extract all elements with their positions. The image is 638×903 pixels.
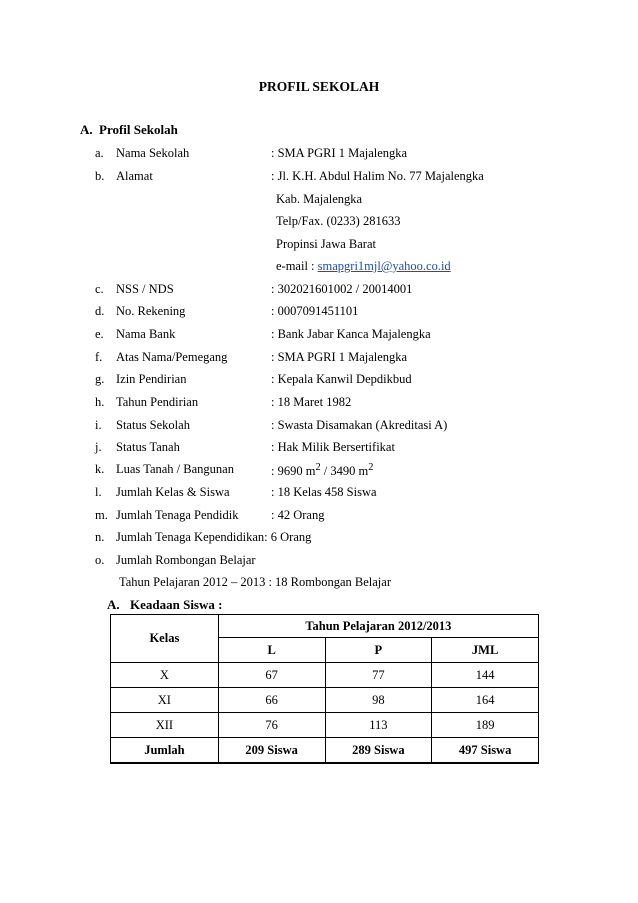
section-heading: [80, 122, 178, 138]
cell-jml: 497 Siswa: [432, 738, 539, 764]
cell-kelas: XII: [111, 713, 219, 738]
item-value: [271, 462, 373, 479]
item-label: No. Rekening: [116, 304, 186, 318]
email-prefix: e-mail :: [276, 259, 318, 273]
cell-l: 66: [218, 688, 325, 713]
cell-kelas: X: [111, 663, 219, 688]
item-label: Luas Tanah / Bangunan: [116, 462, 234, 476]
item-letter: h.: [95, 395, 105, 409]
email-line: [276, 259, 451, 274]
item-value: : 18 Maret 1982: [271, 395, 352, 409]
cell-jml: 164: [432, 688, 539, 713]
item-value: : 302021601002 / 20014001: [271, 282, 413, 296]
item-label: Alamat: [116, 169, 153, 183]
item-value: : SMA PGRI 1 Majalengka: [271, 350, 408, 364]
subsection-title: Keadaan Siswa :: [130, 597, 223, 612]
year-header: Tahun Pelajaran 2012/2013: [218, 615, 538, 638]
item-letter: k.: [95, 462, 105, 476]
item-letter: b.: [95, 169, 105, 183]
item-letter: j.: [95, 440, 102, 454]
cell-jml: 144: [432, 663, 539, 688]
item-letter: o.: [95, 553, 105, 567]
item-letter: e.: [95, 327, 104, 341]
item-value: : Jl. K.H. Abdul Halim No. 77 Majalengka: [271, 169, 484, 183]
item-letter: g.: [95, 372, 105, 386]
area-unit-sup: 2: [368, 462, 374, 473]
subsection-letter: A.: [107, 597, 120, 612]
col-header-p: P: [325, 638, 432, 663]
item-label: Jumlah Rombongan Belajar: [116, 553, 256, 567]
section-letter: A.: [80, 122, 93, 137]
cell-l: 209 Siswa: [218, 738, 325, 764]
table-row: [111, 663, 539, 688]
item-label: Nama Sekolah: [116, 146, 190, 160]
email-link[interactable]: smapgri1mjl@yahoo.co.id: [317, 259, 451, 273]
item-value: : Hak Milik Bersertifikat: [271, 440, 395, 454]
item-value: : 42 Orang: [271, 508, 325, 522]
item-value: : Kepala Kanwil Depdikbud: [271, 372, 412, 386]
area-building: / 3490 m: [320, 464, 369, 479]
item-label: Jumlah Kelas & Siswa: [116, 485, 230, 499]
item-letter: c.: [95, 282, 104, 296]
cell-l: 76: [218, 713, 325, 738]
col-header-l: L: [218, 638, 325, 663]
table-row: [111, 688, 539, 713]
item-label: Status Sekolah: [116, 418, 190, 432]
address-line: Propinsi Jawa Barat: [276, 237, 376, 251]
rombel-line: Tahun Pelajaran 2012 – 2013 : 18 Rombongan Belajar: [119, 575, 391, 589]
item-label: Tahun Pendirian: [116, 395, 199, 409]
col-header-jml: JML: [432, 638, 539, 663]
cell-kelas: XI: [111, 688, 219, 713]
table-row: [111, 713, 539, 738]
cell-l: 67: [218, 663, 325, 688]
item-letter: a.: [95, 146, 104, 160]
cell-p: 289 Siswa: [325, 738, 432, 764]
item-label: Atas Nama/Pemegang: [116, 350, 228, 364]
subsection-heading: [107, 597, 222, 613]
student-table: [110, 614, 539, 764]
page-title: PROFIL SEKOLAH: [258, 79, 380, 94]
item-letter: f.: [95, 350, 103, 364]
item-label: NSS / NDS: [116, 282, 174, 296]
area-unit-sup: 2: [315, 462, 321, 473]
item-label: Jumlah Tenaga Kependidikan: 6 Orang: [116, 530, 312, 544]
cell-p: 77: [325, 663, 432, 688]
cell-kelas: Jumlah: [111, 738, 219, 764]
item-value: : 18 Kelas 458 Siswa: [271, 485, 377, 499]
item-letter: d.: [95, 304, 105, 318]
kelas-header: Kelas: [111, 615, 219, 663]
item-value: : 0007091451101: [271, 304, 359, 318]
item-value: : SMA PGRI 1 Majalengka: [271, 146, 408, 160]
cell-p: 113: [325, 713, 432, 738]
item-letter: n.: [95, 530, 105, 544]
item-label: Izin Pendirian: [116, 372, 187, 386]
address-line: Kab. Majalengka: [276, 192, 363, 206]
cell-p: 98: [325, 688, 432, 713]
address-line: Telp/Fax. (0233) 281633: [276, 214, 401, 228]
item-value: : Bank Jabar Kanca Majalengka: [271, 327, 431, 341]
area-land: : 9690 m: [271, 464, 316, 479]
item-letter: m.: [95, 508, 108, 522]
item-value: : Swasta Disamakan (Akreditasi A): [271, 418, 448, 432]
table-total-row: [111, 738, 539, 764]
item-label: Jumlah Tenaga Pendidik: [116, 508, 239, 522]
item-label: Status Tanah: [116, 440, 180, 454]
item-letter: l.: [95, 485, 102, 499]
section-title: Profil Sekolah: [99, 122, 178, 137]
cell-jml: 189: [432, 713, 539, 738]
item-letter: i.: [95, 418, 102, 432]
item-label: Nama Bank: [116, 327, 176, 341]
